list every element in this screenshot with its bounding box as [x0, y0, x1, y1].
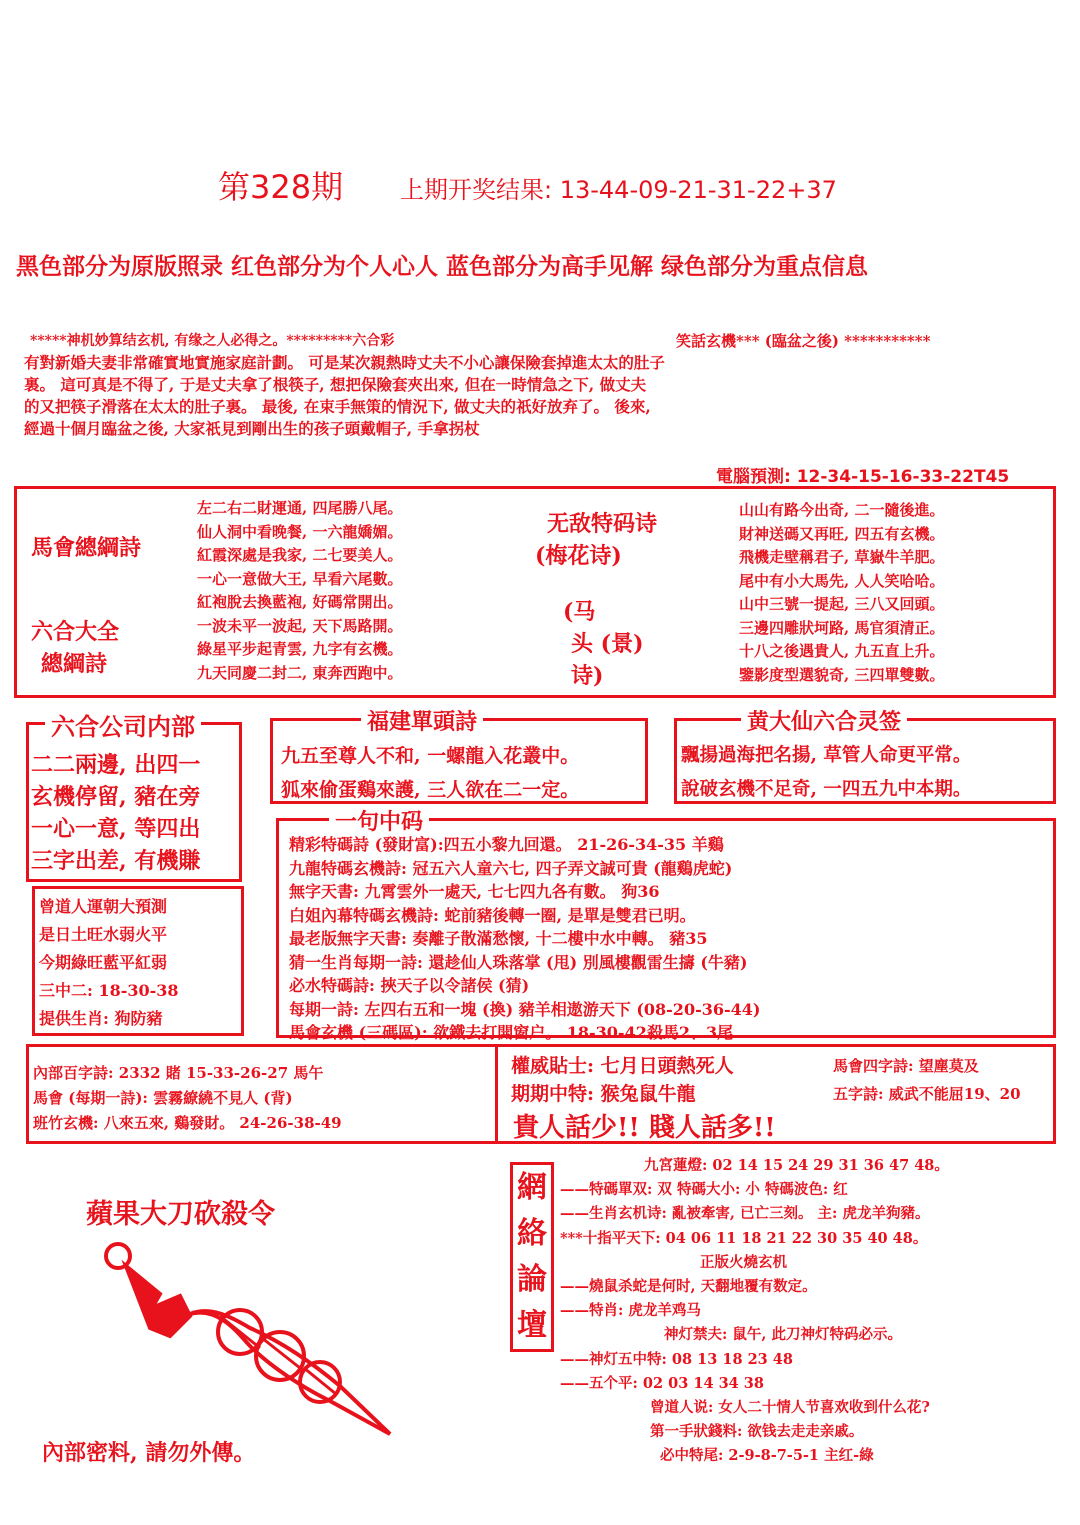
company-line: 玄機停留, 豬在旁	[31, 784, 201, 810]
poem-mid-title-1: 无敌特码诗	[547, 511, 658, 537]
poem-label-horse: 馬會總綱詩	[31, 535, 142, 561]
company-title: 六合公司内部	[45, 707, 201, 742]
fujian-line: 狐來偷蛋鷄來護, 三人欲在二一定。	[281, 779, 580, 801]
joke-line: 裏。 這可真是不得了, 于是丈夫拿了根筷子, 想把保險套夾出來, 但在一時情急之下, 做丈夫	[24, 375, 647, 394]
huang-title: 黄大仙六合灵签	[741, 705, 907, 736]
yiju-lines	[289, 833, 760, 1045]
forum-line: 第一手狀錢料: 欲钱去走走亲戚。	[650, 1423, 864, 1441]
poem-line: 山中三號一提起, 三八又回頭。	[739, 595, 945, 613]
company-box	[26, 712, 242, 882]
poem-line: 十八之後遇貴人, 九五直上升。	[739, 642, 945, 660]
poem-line: 山山有路今出奇, 二一隨後進。	[739, 501, 945, 519]
daoren-box	[32, 886, 244, 1036]
authority-tip: 權威貼士: 七月日頭熱死人	[511, 1055, 734, 1077]
forum-line: ——神灯五中特: 08 13 18 23 48	[560, 1350, 793, 1368]
company-lines	[31, 749, 200, 877]
joke-line: 有對新婚夫妻非常確實地實施家庭計劃。 可是某次親熱時丈夫不小心讓保險套掉進太太的肚子	[24, 353, 665, 372]
company-line: 三字出差, 有機賺	[31, 848, 201, 874]
daoren-line: 今期綠旺藍平紅弱	[39, 953, 168, 972]
poem-line: 九天同慶二封二, 東奔西跑中。	[197, 663, 403, 682]
forum-line: ——特碼單双: 双 特碼大小: 小 特碼波色: 红	[560, 1181, 848, 1199]
huang-box	[674, 709, 1056, 804]
bottom-left-line: 班竹玄機: 八來五來, 鷄發財。 24-26-38-49	[33, 1114, 342, 1132]
fujian-line: 九五至尊人不和, 一螺龍入花叢中。	[281, 745, 580, 767]
company-line: 二二兩邊, 出四一	[31, 752, 201, 778]
bottom-left-line: 馬會 (每期一詩): 雲霧繚繞不見人 (背)	[33, 1089, 293, 1107]
yiju-title: 一句中码	[329, 805, 429, 836]
poem-mid-title-4: 头 (景)	[571, 631, 644, 657]
poem-center-lines	[197, 497, 402, 685]
forum-char: 網	[517, 1170, 547, 1205]
forum-line: 九宮蓮燈: 02 14 15 24 29 31 36 47 48。	[644, 1157, 949, 1174]
fujian-box	[270, 709, 648, 804]
company-line: 一心一意, 等四出	[31, 816, 201, 842]
huang-lines	[681, 739, 971, 807]
daoren-line: 是日土旺水弱火平	[39, 925, 168, 944]
yiju-line: 必水特碼詩: 挾天子以令諸侯 (猜)	[289, 976, 530, 995]
forum-line: ——燒鼠杀蛇是何时, 天翻地覆有数定。	[560, 1278, 817, 1296]
computer-prediction: 電腦預測: 12-34-15-16-33-22T45	[716, 467, 1010, 487]
knife-icon	[90, 1236, 430, 1446]
knife-footer: 內部密料, 請勿外傳。	[42, 1440, 256, 1466]
divider	[495, 1047, 498, 1141]
poem-label-liuhe-1: 六合大全	[31, 619, 120, 645]
forum-line: ***十指平天下: 04 06 11 18 21 22 30 35 40 48。	[560, 1229, 928, 1247]
poem-mid-title-5: 诗)	[571, 663, 604, 689]
forum-lines	[560, 1154, 949, 1469]
poem-line: 三邊四雕狀坷路, 馬官須清正。	[739, 618, 945, 637]
poem-line: 左二右二財運通, 四尾勝八尾。	[197, 499, 403, 517]
yiju-line: 猜一生肖每期一詩: 還趁仙人珠落掌 (甩) 別風樓觀雷生擣 (牛豬)	[289, 952, 748, 972]
forum-line: ——生肖玄机诗: 亂被牽害, 已亡三刻。 主: 虎龙羊狗豬。	[560, 1205, 930, 1223]
poem-label-liuhe-2: 總綱詩	[41, 651, 108, 677]
poem-line: 紅霞深處是我家, 二七要美人。	[197, 546, 403, 564]
joke-heading-left: *****神机妙算结玄机, 有缘之人必得之。*********六合彩	[30, 333, 395, 349]
poem-line: 財神送碼又再旺, 四五有玄機。	[739, 524, 945, 543]
forum-line: 必中特尾: 2-9-8-7-5-1 主红-綠	[660, 1447, 874, 1465]
fujian-lines	[281, 739, 579, 807]
last-result: 上期开奖结果: 13-44-09-21-31-22+37	[400, 176, 837, 204]
fujian-title: 福建單頭詩	[361, 705, 483, 736]
joke-line: 的又把筷子滑落在太太的肚子裏。 最後, 在束手無策的情況下, 做丈夫的祇好放弃了。 後來,	[24, 397, 651, 416]
daoren-line: 曾道人運朝大預測	[39, 897, 168, 916]
poem-right-lines	[739, 499, 944, 687]
poem-line: 尾中有小大馬先, 人人笑哈哈。	[739, 571, 945, 590]
yiju-box	[276, 809, 1056, 1042]
color-legend: 黑色部分为原版照录 红色部分为个人心人 蓝色部分为高手见解 绿色部分为重点信息	[16, 254, 869, 280]
yiju-line: 九龍特碼玄機詩: 冠五六人童六七, 四子弄文誠可貴 (龍鷄虎蛇)	[289, 858, 733, 878]
yiju-line: 馬會玄機 (三碼區): 欲鐵去打開窗户。 18-30-42殺馬2、3尾	[289, 1023, 734, 1042]
bottom-left-line: 內部百字詩: 2332 賭 15-33-26-27 馬午	[33, 1064, 324, 1082]
poem-mid-title-2: (梅花诗)	[535, 543, 622, 569]
knife-title: 蘋果大刀砍殺令	[86, 1199, 275, 1230]
joke-heading-right: 笑話玄機*** (臨盆之後) ***********	[676, 332, 931, 350]
bottom-left-lines	[33, 1061, 342, 1136]
forum-line: ——特肖: 虎龙羊鸡马	[560, 1302, 701, 1320]
bottom-info-box	[26, 1044, 1056, 1144]
daoren-line: 提供生肖: 狗防豬	[39, 1009, 163, 1028]
poem-line: 紅袍脫去換藍袍, 好碼常開出。	[197, 593, 403, 611]
five-char-poem: 五字詩: 威武不能屈19、20	[833, 1085, 1021, 1103]
every-period: 期期中特: 猴兔鼠牛龍	[511, 1083, 696, 1105]
poem-mid-title-3: (马	[563, 599, 596, 625]
daoren-lines	[39, 893, 179, 1033]
poem-line: 鑒影度型選貌奇, 三四單雙數。	[739, 665, 945, 684]
issue-number: 第328期	[218, 168, 344, 206]
forum-char: 壇	[517, 1308, 547, 1343]
poem-box	[14, 486, 1056, 698]
yiju-line: 精彩特碼詩 (發財富):四五小黎九回還。 21-26-34-35 羊鷄	[289, 835, 724, 854]
daoren-line: 三中二: 18-30-38	[39, 981, 179, 1000]
forum-line: 正版火燒玄机	[700, 1253, 787, 1271]
forum-line: 曾道人说: 女人二十情人节喜欢收到什么花?	[650, 1399, 930, 1417]
forum-line: ——五个平: 02 03 14 34 38	[560, 1374, 764, 1392]
poem-line: 飛機走壁稱君子, 草嶽牛羊肥。	[739, 548, 945, 566]
yiju-line: 每期一詩: 左四右五和一塊 (換) 豬羊相遨游天下 (08-20-36-44)	[289, 999, 761, 1019]
huang-line: 說破玄機不足奇, 一四五九中本期。	[681, 779, 972, 800]
yiju-line: 白姐內幕特碼玄機詩: 蛇前豬後轉一圈, 是單是雙君已明。	[289, 905, 696, 925]
poem-line: 一波未平一波起, 天下馬路開。	[197, 616, 403, 635]
joke-line: 經過十個月臨盆之後, 大家祇見到剛出生的孩子頭戴帽子, 手拿拐杖	[24, 419, 480, 438]
horse-four-char: 馬會四字詩: 望塵莫及	[833, 1057, 979, 1075]
huang-line: 飄揚過海把名揚, 草管人命更平常。	[681, 745, 972, 766]
poem-line: 一心一意做大王, 早看六尾數。	[197, 569, 403, 588]
poem-line: 綠星平步起青雲, 九字有玄機。	[197, 640, 403, 658]
poem-line: 仙人洞中看晚餐, 一六龍嬌媚。	[197, 522, 403, 541]
forum-char: 論	[517, 1262, 547, 1297]
forum-line: 神灯禁夫: 鼠午, 此刀神灯特码必示。	[664, 1326, 902, 1344]
joke-body	[24, 352, 1069, 440]
yiju-line: 無字天書: 九霄雲外一處天, 七七四九各有數。 狗36	[289, 882, 660, 901]
yiju-line: 最老版無字天書: 奏離子散滿愁懷, 十二樓中水中轉。 豬35	[289, 929, 708, 948]
forum-char: 絡	[517, 1216, 547, 1251]
forum-vertical-title	[510, 1162, 554, 1352]
noble-slogan: 貴人話少!! 賤人話多!!	[513, 1113, 776, 1143]
